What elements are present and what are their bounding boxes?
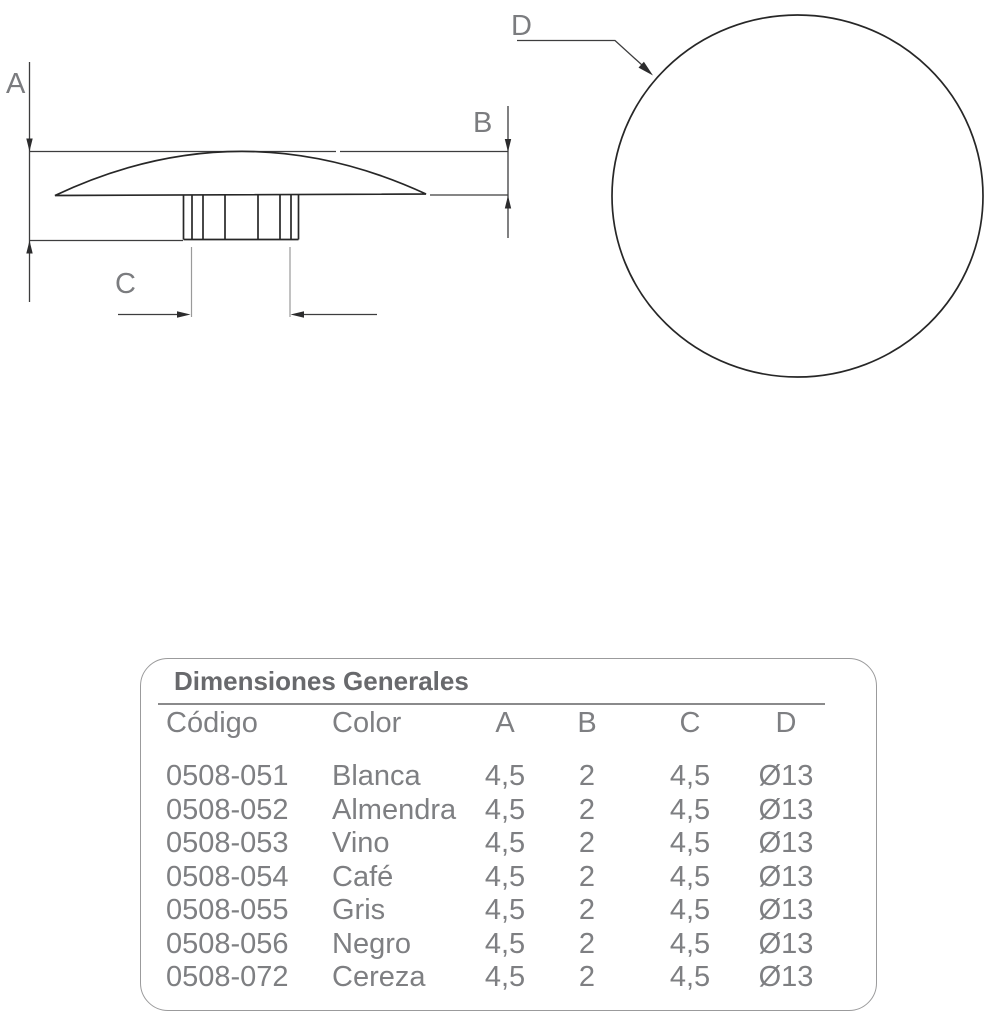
cell-d: Ø13 (758, 827, 814, 859)
cell-b: 2 (578, 827, 596, 859)
table-row (0, 794, 987, 827)
cell-b: 2 (578, 894, 596, 926)
cell-c: 4,5 (669, 860, 711, 893)
cell-c: 4,5 (669, 760, 711, 792)
spec-table-title: Dimensiones Generales (174, 666, 469, 696)
top-view-circle (612, 15, 983, 377)
cell-b: 2 (578, 793, 596, 826)
cell-codigo: 0508-056 (166, 927, 289, 960)
column-header-d: D (775, 707, 797, 739)
arrow-c-left (177, 311, 191, 317)
arrow-b-bottom (505, 196, 511, 209)
cell-color: Almendra (332, 793, 457, 826)
cell-color: Cereza (332, 961, 426, 993)
label-d: D (511, 10, 532, 42)
arrow-b-top (505, 139, 511, 152)
cell-a: 4,5 (484, 860, 526, 893)
leader-line-d (517, 41, 648, 71)
cell-codigo: 0508-055 (166, 894, 289, 926)
cell-b: 2 (578, 860, 596, 893)
cell-c: 4,5 (669, 793, 711, 826)
cell-c: 4,5 (669, 961, 711, 993)
cap-profile (55, 151, 426, 239)
cell-a: 4,5 (484, 760, 526, 792)
cap-stem (184, 195, 299, 240)
cell-color: Vino (332, 827, 390, 859)
table-header-row (0, 707, 987, 740)
cell-c: 4,5 (669, 894, 711, 926)
cell-codigo: 0508-052 (166, 793, 289, 826)
column-header-b: B (577, 707, 597, 739)
column-header-c: C (679, 707, 701, 739)
cell-a: 4,5 (484, 827, 526, 859)
arrow-a-top (26, 139, 32, 152)
cell-color: Negro (332, 927, 411, 960)
cell-d: Ø13 (758, 760, 814, 792)
cell-d: Ø13 (758, 927, 814, 960)
cell-color: Gris (332, 894, 386, 926)
column-header-codigo: Código (166, 707, 258, 739)
cell-d: Ø13 (758, 793, 814, 826)
title-divider (158, 703, 825, 705)
cell-codigo: 0508-051 (166, 760, 289, 792)
cell-a: 4,5 (484, 793, 526, 826)
table-row (0, 961, 987, 994)
cell-codigo: 0508-054 (166, 860, 289, 893)
column-header-a: A (495, 707, 515, 739)
cell-b: 2 (578, 760, 596, 792)
cap-dome (55, 151, 426, 195)
top-view (511, 10, 983, 377)
cell-d: Ø13 (758, 961, 814, 993)
table-row (0, 894, 987, 927)
cell-a: 4,5 (484, 927, 526, 960)
label-a: A (6, 68, 26, 100)
cell-b: 2 (578, 961, 596, 993)
cell-codigo: 0508-053 (166, 827, 289, 859)
side-view (6, 62, 511, 318)
arrow-a-bottom (26, 241, 32, 254)
table-row (0, 861, 987, 894)
table-row (0, 928, 987, 961)
arrow-c-right (291, 311, 305, 317)
cell-codigo: 0508-072 (166, 961, 289, 993)
cell-c: 4,5 (669, 927, 711, 960)
cell-color: Blanca (332, 760, 421, 792)
table-row (0, 760, 987, 793)
label-c: C (115, 268, 136, 300)
cell-color: Café (332, 860, 394, 893)
cell-c: 4,5 (669, 827, 711, 859)
table-row (0, 827, 987, 860)
cell-a: 4,5 (484, 894, 526, 926)
cell-a: 4,5 (484, 961, 526, 993)
cell-d: Ø13 (758, 894, 814, 926)
label-b: B (473, 107, 493, 139)
dimension-drawing (0, 0, 987, 460)
cell-b: 2 (578, 927, 596, 960)
cell-d: Ø13 (758, 860, 814, 893)
extension-lines-c (192, 247, 291, 317)
column-header-color: Color (332, 707, 402, 739)
